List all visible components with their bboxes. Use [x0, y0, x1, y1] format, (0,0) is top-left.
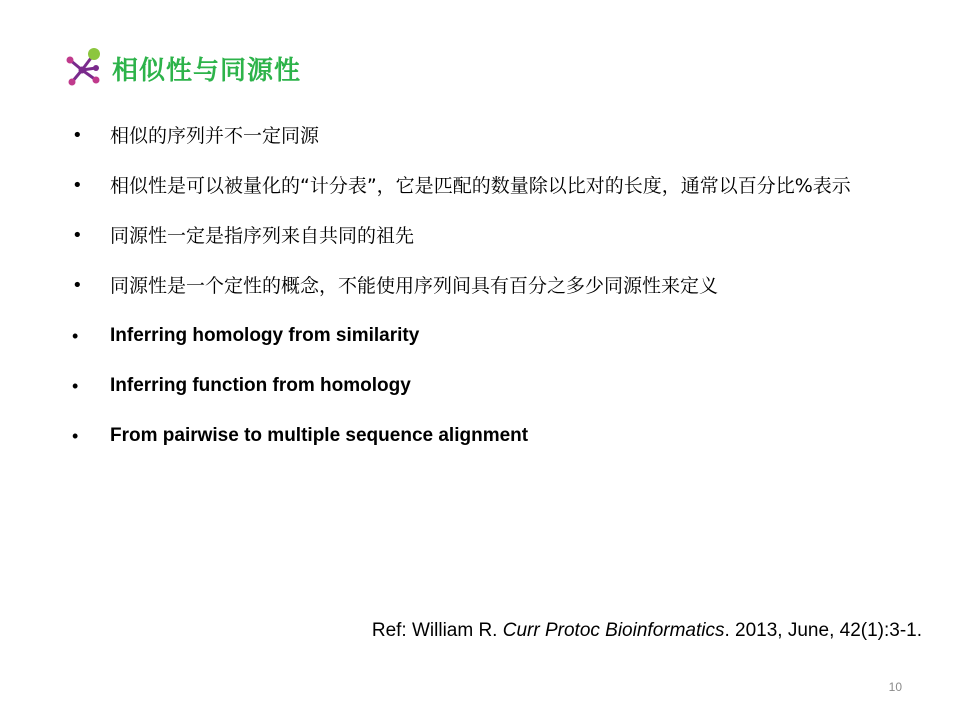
bullet-text: 同源性一定是指序列来自共同的祖先	[110, 225, 415, 247]
reference-journal: Curr Protoc Bioinformatics	[502, 620, 725, 641]
list-item	[72, 268, 922, 304]
bullet-text: Inferring homology from similarity	[110, 325, 420, 346]
list-item	[72, 418, 922, 454]
list-item	[72, 218, 922, 254]
reference-prefix: Ref: William R.	[371, 620, 503, 641]
bullet-marker: •	[72, 225, 83, 246]
list-item	[72, 318, 922, 354]
list-item	[72, 118, 922, 154]
bullet-marker: •	[72, 426, 79, 446]
list-item	[72, 168, 922, 204]
bullet-list	[72, 118, 922, 468]
bullet-text: From pairwise to multiple sequence alignment	[110, 425, 529, 446]
list-item	[72, 368, 922, 404]
title-row	[64, 44, 301, 92]
bullet-text: Inferring function from homology	[110, 375, 411, 396]
molecule-icon	[64, 46, 104, 90]
page-number: 10	[888, 680, 902, 694]
bullet-text: 相似性是可以被量化的“计分表”，它是匹配的数量除以比对的长度，通常以百分比%表示	[110, 175, 851, 197]
bullet-marker: •	[72, 376, 79, 396]
reference-suffix: . 2013, June, 42(1):3-1.	[724, 620, 922, 641]
bullet-text: 相似的序列并不一定同源	[110, 125, 320, 147]
bullet-marker: •	[72, 175, 83, 196]
reference-citation	[372, 620, 922, 642]
bullet-marker: •	[72, 125, 83, 146]
bullet-text: 同源性是一个定性的概念，不能使用序列间具有百分之多少同源性来定义	[110, 275, 719, 297]
bullet-marker: •	[72, 275, 83, 296]
bullet-marker: •	[72, 326, 79, 346]
slide-title: 相似性与同源性	[112, 55, 302, 86]
